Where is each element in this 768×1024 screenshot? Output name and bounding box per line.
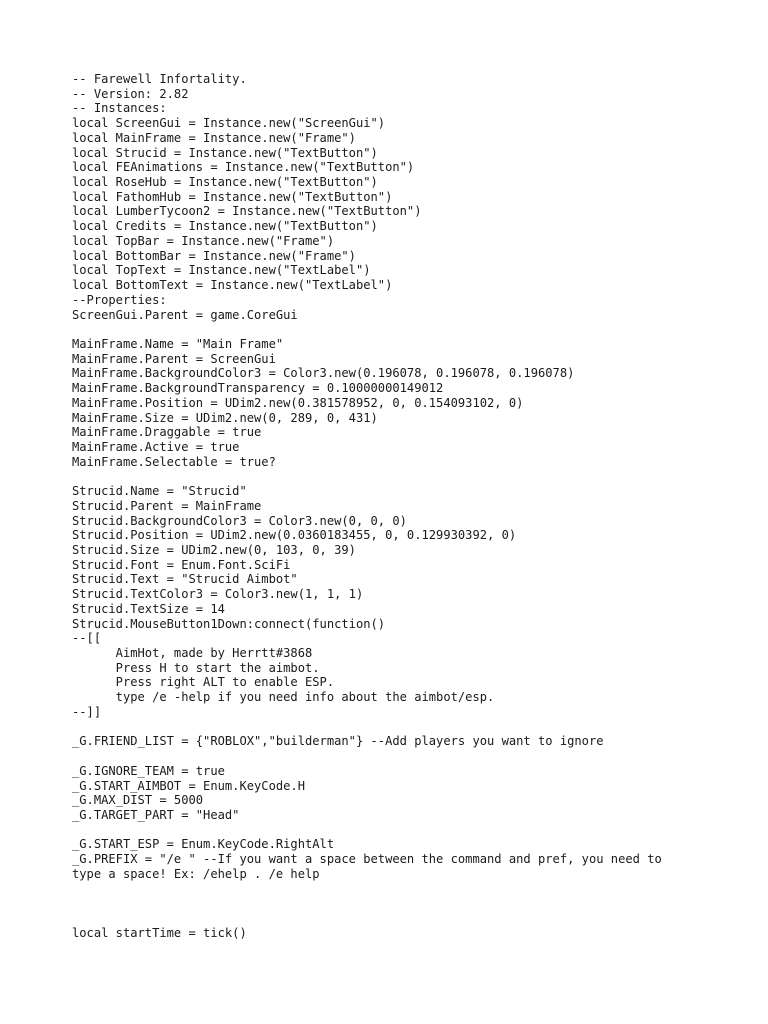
code-line <box>72 749 712 764</box>
code-line: MainFrame.Parent = ScreenGui <box>72 351 276 366</box>
code-line: _G.MAX_DIST = 5000 <box>72 793 204 808</box>
code-line: --Properties: <box>72 292 167 307</box>
code-line: local RoseHub = Instance.new("TextButton") <box>72 175 378 190</box>
code-line: local MainFrame = Instance.new("Frame") <box>72 130 356 145</box>
code-line: local FEAnimations = Instance.new("TextButton") <box>72 160 415 175</box>
code-line: type a space! Ex: /ehelp . /e help <box>72 866 320 881</box>
code-line: type /e -help if you need info about the aimbot/esp. <box>72 690 495 705</box>
code-line: Strucid.MouseButton1Down:connect(function() <box>72 616 386 631</box>
code-line: MainFrame.Position = UDim2.new(0.381578952, 0, 0.154093102, 0) <box>72 395 524 410</box>
code-line: local TopText = Instance.new("TextLabel") <box>72 263 371 278</box>
code-line <box>72 322 712 337</box>
code-line: --[[ <box>72 631 102 646</box>
code-line <box>72 823 712 838</box>
code-line: local LumberTycoon2 = Instance.new("TextButton") <box>72 204 422 219</box>
code-line <box>72 896 712 911</box>
code-line: local Credits = Instance.new("TextButton") <box>72 219 378 234</box>
code-line: Strucid.Text = "Strucid Aimbot" <box>72 572 298 587</box>
code-line: _G.IGNORE_TEAM = true <box>72 763 225 778</box>
code-line: _G.PREFIX = "/e " --If you want a space between the command and pref, you need to <box>72 852 662 867</box>
code-line <box>72 882 712 897</box>
code-line: Strucid.Position = UDim2.new(0.0360183455, 0, 0.129930392, 0) <box>72 528 517 543</box>
code-line: MainFrame.Active = true <box>72 439 240 454</box>
code-line: _G.START_ESP = Enum.KeyCode.RightAlt <box>72 837 335 852</box>
code-line: MainFrame.Draggable = true <box>72 425 262 440</box>
code-line: Strucid.Font = Enum.Font.SciFi <box>72 557 291 572</box>
code-line: local Strucid = Instance.new("TextButton") <box>72 145 378 160</box>
code-line: -- Farewell Infortality. <box>72 72 247 86</box>
code-line: -- Version: 2.82 <box>72 86 189 101</box>
code-line: MainFrame.BackgroundColor3 = Color3.new(0.196078, 0.196078, 0.196078) <box>72 366 575 381</box>
code-line: local FathomHub = Instance.new("TextButton") <box>72 189 393 204</box>
code-line: local BottomBar = Instance.new("Frame") <box>72 248 356 263</box>
code-block <box>72 72 712 940</box>
code-line: _G.FRIEND_LIST = {"ROBLOX","builderman"} --Add players you want to ignore <box>72 734 604 749</box>
code-line: ScreenGui.Parent = game.CoreGui <box>72 307 298 322</box>
code-line: Strucid.Name = "Strucid" <box>72 484 247 499</box>
code-line: Press H to start the aimbot. <box>72 660 320 675</box>
code-line <box>72 720 712 735</box>
code-line: _G.START_AIMBOT = Enum.KeyCode.H <box>72 778 305 793</box>
code-line: local ScreenGui = Instance.new("ScreenGui") <box>72 116 386 131</box>
code-line: _G.TARGET_PART = "Head" <box>72 807 240 822</box>
code-line: Strucid.Size = UDim2.new(0, 103, 0, 39) <box>72 543 356 557</box>
code-line: local TopBar = Instance.new("Frame") <box>72 233 335 248</box>
code-line: --]] <box>72 704 102 719</box>
code-line: local BottomText = Instance.new("TextLabel") <box>72 278 393 293</box>
code-line: Press right ALT to enable ESP. <box>72 675 335 690</box>
code-line <box>72 469 712 484</box>
code-line: Strucid.TextColor3 = Color3.new(1, 1, 1) <box>72 587 364 602</box>
code-line: MainFrame.BackgroundTransparency = 0.10000000149012 <box>72 381 444 396</box>
code-line: Strucid.Parent = MainFrame <box>72 498 262 513</box>
code-line: MainFrame.Name = "Main Frame" <box>72 336 284 351</box>
code-line: MainFrame.Size = UDim2.new(0, 289, 0, 431) <box>72 410 378 425</box>
code-line: Strucid.TextSize = 14 <box>72 601 225 616</box>
code-line: -- Instances: <box>72 101 167 116</box>
code-line <box>72 911 712 926</box>
code-line: Strucid.BackgroundColor3 = Color3.new(0, 0, 0) <box>72 513 407 528</box>
code-line: MainFrame.Selectable = true? <box>72 454 276 469</box>
code-line: local startTime = tick() <box>72 925 247 940</box>
code-line: AimHot, made by Herrtt#3868 <box>72 646 313 661</box>
